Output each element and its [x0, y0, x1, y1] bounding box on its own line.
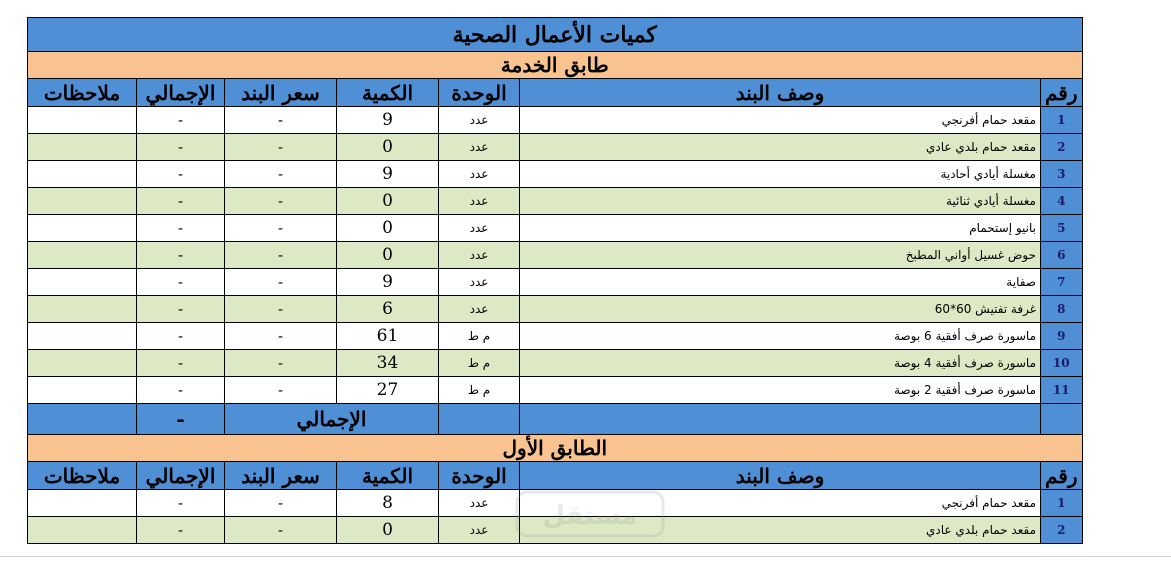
item-total[interactable]: -: [137, 188, 225, 215]
item-quantity[interactable]: 61: [337, 323, 439, 350]
item-notes[interactable]: [28, 350, 137, 377]
item-price[interactable]: -: [225, 161, 337, 188]
header-desc[interactable]: وصف البند: [520, 79, 1041, 107]
item-number[interactable]: 1: [1041, 107, 1083, 134]
section-row: [28, 435, 1083, 462]
item-price[interactable]: -: [225, 188, 337, 215]
item-description[interactable]: مغسلة أيادي أحادية: [520, 161, 1041, 188]
item-description[interactable]: بانيو إستحمام: [520, 215, 1041, 242]
item-total[interactable]: -: [137, 242, 225, 269]
header-unit[interactable]: الوحدة: [439, 79, 520, 107]
item-notes[interactable]: [28, 242, 137, 269]
header-qty[interactable]: الكمية: [337, 79, 439, 107]
total-blank-unit[interactable]: [439, 404, 520, 435]
table-row: [28, 296, 1083, 323]
item-unit[interactable]: عدد: [439, 107, 520, 134]
item-number[interactable]: 10: [1041, 350, 1083, 377]
table-row: [28, 269, 1083, 296]
item-description[interactable]: مقعد حمام بلدي عادي: [520, 134, 1041, 161]
item-notes[interactable]: [28, 269, 137, 296]
table-row: [28, 134, 1083, 161]
table-row: [28, 161, 1083, 188]
item-description[interactable]: ماسورة صرف أفقية 2 بوصة: [520, 377, 1041, 404]
item-total[interactable]: -: [137, 269, 225, 296]
item-number[interactable]: 1: [1041, 490, 1083, 517]
item-price[interactable]: -: [225, 377, 337, 404]
item-description[interactable]: ماسورة صرف أفقية 4 بوصة: [520, 350, 1041, 377]
item-description[interactable]: مقعد حمام أفرنجي: [520, 107, 1041, 134]
item-notes[interactable]: [28, 134, 137, 161]
item-quantity[interactable]: 0: [337, 134, 439, 161]
item-description[interactable]: مقعد حمام بلدي عادي: [520, 517, 1041, 544]
title-row: [28, 18, 1083, 52]
header-notes[interactable]: ملاحظات: [28, 462, 137, 490]
quantities-table: [27, 17, 1083, 544]
item-number[interactable]: 8: [1041, 296, 1083, 323]
table-row: [28, 350, 1083, 377]
item-unit[interactable]: م ط: [439, 377, 520, 404]
item-price[interactable]: -: [225, 323, 337, 350]
item-price[interactable]: -: [225, 517, 337, 544]
item-total[interactable]: -: [137, 323, 225, 350]
item-quantity[interactable]: 9: [337, 161, 439, 188]
item-total[interactable]: -: [137, 215, 225, 242]
item-number[interactable]: 7: [1041, 269, 1083, 296]
header-total[interactable]: الإجمالي: [137, 79, 225, 107]
table-row: [28, 215, 1083, 242]
item-description[interactable]: مغسلة أيادي ثنائية: [520, 188, 1041, 215]
item-quantity[interactable]: 9: [337, 269, 439, 296]
item-total[interactable]: -: [137, 134, 225, 161]
item-total[interactable]: -: [137, 490, 225, 517]
watermark-text: مستقل: [542, 501, 638, 531]
item-description[interactable]: صفاية: [520, 269, 1041, 296]
header-price[interactable]: سعر البند: [225, 79, 337, 107]
item-unit[interactable]: عدد: [439, 490, 520, 517]
table-row: [28, 377, 1083, 404]
item-number[interactable]: 4: [1041, 188, 1083, 215]
section-title[interactable]: الطابق الأول: [28, 435, 1083, 462]
item-unit[interactable]: عدد: [439, 269, 520, 296]
item-price[interactable]: -: [225, 296, 337, 323]
page-bottom-line: [0, 556, 1171, 557]
item-notes[interactable]: [28, 188, 137, 215]
item-description[interactable]: حوض غسيل أواني المطبخ: [520, 242, 1041, 269]
item-price[interactable]: -: [225, 215, 337, 242]
section-total-label[interactable]: الإجمالي: [225, 404, 439, 435]
item-price[interactable]: -: [225, 134, 337, 161]
header-unit[interactable]: الوحدة: [439, 462, 520, 490]
item-unit[interactable]: عدد: [439, 134, 520, 161]
item-total[interactable]: -: [137, 161, 225, 188]
item-number[interactable]: 2: [1041, 517, 1083, 544]
section-total-value[interactable]: -: [137, 404, 225, 435]
header-row: [28, 79, 1083, 107]
item-total[interactable]: -: [137, 377, 225, 404]
item-quantity[interactable]: 34: [337, 350, 439, 377]
total-blank-num[interactable]: [1041, 404, 1083, 435]
watermark-logo: [515, 484, 665, 544]
item-unit[interactable]: م ط: [439, 350, 520, 377]
item-number[interactable]: 11: [1041, 377, 1083, 404]
item-price[interactable]: -: [225, 269, 337, 296]
item-quantity[interactable]: 8: [337, 490, 439, 517]
item-unit[interactable]: عدد: [439, 161, 520, 188]
header-qty[interactable]: الكمية: [337, 462, 439, 490]
item-number[interactable]: 9: [1041, 323, 1083, 350]
header-num[interactable]: رقم: [1041, 462, 1083, 490]
total-blank-desc[interactable]: [520, 404, 1041, 435]
item-unit[interactable]: عدد: [439, 215, 520, 242]
item-notes[interactable]: [28, 517, 137, 544]
item-price[interactable]: -: [225, 107, 337, 134]
item-quantity[interactable]: 0: [337, 242, 439, 269]
header-num[interactable]: رقم: [1041, 79, 1083, 107]
item-quantity[interactable]: 27: [337, 377, 439, 404]
item-number[interactable]: 3: [1041, 161, 1083, 188]
item-description[interactable]: غرفة تفتيش 60*60: [520, 296, 1041, 323]
item-notes[interactable]: [28, 161, 137, 188]
item-notes[interactable]: [28, 323, 137, 350]
header-desc[interactable]: وصف البند: [520, 462, 1041, 490]
item-price[interactable]: -: [225, 350, 337, 377]
total-blank-notes[interactable]: [28, 404, 137, 435]
item-quantity[interactable]: 0: [337, 517, 439, 544]
section-total-row: [28, 404, 1083, 435]
item-unit[interactable]: عدد: [439, 242, 520, 269]
section-row: [28, 52, 1083, 79]
item-quantity[interactable]: 0: [337, 215, 439, 242]
item-total[interactable]: -: [137, 517, 225, 544]
item-number[interactable]: 5: [1041, 215, 1083, 242]
item-quantity[interactable]: 6: [337, 296, 439, 323]
item-description[interactable]: ماسورة صرف أفقية 6 بوصة: [520, 323, 1041, 350]
table-row: [28, 242, 1083, 269]
item-price[interactable]: -: [225, 242, 337, 269]
table-row: [28, 107, 1083, 134]
item-price[interactable]: -: [225, 490, 337, 517]
item-quantity[interactable]: 9: [337, 107, 439, 134]
item-number[interactable]: 6: [1041, 242, 1083, 269]
item-total[interactable]: -: [137, 107, 225, 134]
item-notes[interactable]: [28, 296, 137, 323]
item-notes[interactable]: [28, 107, 137, 134]
item-notes[interactable]: [28, 490, 137, 517]
table-row: [28, 323, 1083, 350]
item-description[interactable]: مقعد حمام أفرنجي: [520, 490, 1041, 517]
item-total[interactable]: -: [137, 350, 225, 377]
header-notes[interactable]: ملاحظات: [28, 79, 137, 107]
item-notes[interactable]: [28, 377, 137, 404]
header-price[interactable]: سعر البند: [225, 462, 337, 490]
item-unit[interactable]: عدد: [439, 188, 520, 215]
item-number[interactable]: 2: [1041, 134, 1083, 161]
item-total[interactable]: -: [137, 296, 225, 323]
table-row: [28, 188, 1083, 215]
header-total[interactable]: الإجمالي: [137, 462, 225, 490]
table-title[interactable]: كميات الأعمال الصحية: [28, 18, 1083, 52]
item-unit[interactable]: عدد: [439, 296, 520, 323]
item-notes[interactable]: [28, 215, 137, 242]
section-title[interactable]: طابق الخدمة: [28, 52, 1083, 79]
item-unit[interactable]: م ط: [439, 323, 520, 350]
item-unit[interactable]: عدد: [439, 517, 520, 544]
item-quantity[interactable]: 0: [337, 188, 439, 215]
